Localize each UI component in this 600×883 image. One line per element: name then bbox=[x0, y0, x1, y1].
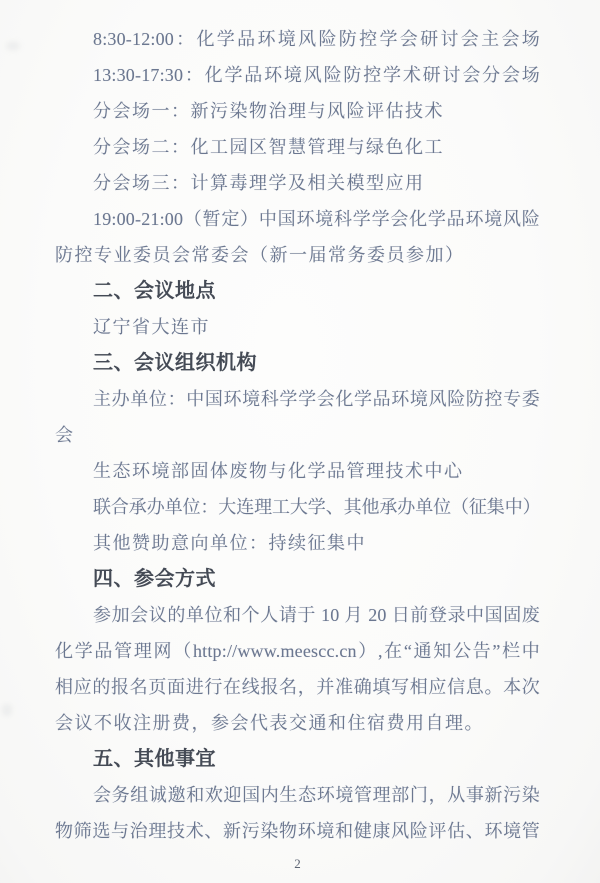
agenda-line-venue-2: 分会场二：化工园区智慧管理与绿色化工 bbox=[93, 137, 444, 157]
registration-line-2-url: 化学品管理网（http://www.meescc.cn）,在“通知公告”栏中 bbox=[55, 641, 540, 661]
agenda-line-afternoon: 13:30-17:30：化学品环境风险防控学术研讨会分会场 bbox=[93, 65, 540, 85]
joint-host-line: 联合承办单位：大连理工大学、其他承办单位（征集中） bbox=[93, 497, 540, 517]
page-number: 2 bbox=[294, 856, 301, 871]
agenda-line-venue-1: 分会场一：新污染物治理与风险评估技术 bbox=[93, 101, 444, 121]
sponsor-line: 其他赞助意向单位：持续征集中 bbox=[93, 533, 366, 553]
registration-line-3: 相应的报名页面进行在线报名，并准确填写相应信息。本次 bbox=[55, 677, 540, 697]
organizer-line-cont: 会 bbox=[55, 425, 75, 445]
agenda-line-evening-cont: 防控专业委员会常委会（新一届常务委员参加） bbox=[55, 245, 465, 265]
agenda-line-morning: 8:30-12:00：化学品环境风险防控学会研讨会主会场 bbox=[93, 29, 540, 49]
section-heading-other: 五、其他事宜 bbox=[93, 748, 216, 770]
section-heading-registration: 四、参会方式 bbox=[93, 568, 216, 590]
section-heading-organization: 三、会议组织机构 bbox=[93, 352, 257, 374]
co-organizer-line: 生态环境部固体废物与化学品管理技术中心 bbox=[93, 461, 464, 481]
registration-line-1: 参加会议的单位和个人请于 10 月 20 日前登录中国固废 bbox=[93, 605, 540, 625]
section-heading-location: 二、会议地点 bbox=[93, 280, 216, 302]
other-line-2: 物筛选与治理技术、新污染物环境和健康风险评估、环境管 bbox=[55, 821, 540, 841]
agenda-line-venue-3: 分会场三：计算毒理学及相关模型应用 bbox=[93, 173, 425, 193]
other-line-1: 会务组诚邀和欢迎国内生态环境管理部门，从事新污染 bbox=[93, 785, 540, 805]
registration-line-4: 会议不收注册费，参会代表交通和住宿费用自理。 bbox=[55, 713, 484, 733]
agenda-line-evening: 19:00-21:00（暂定）中国环境科学学会化学品环境风险 bbox=[93, 209, 540, 229]
location-line: 辽宁省大连市 bbox=[93, 317, 210, 337]
organizer-line: 主办单位：中国环境科学学会化学品环境风险防控专委 bbox=[93, 389, 540, 409]
